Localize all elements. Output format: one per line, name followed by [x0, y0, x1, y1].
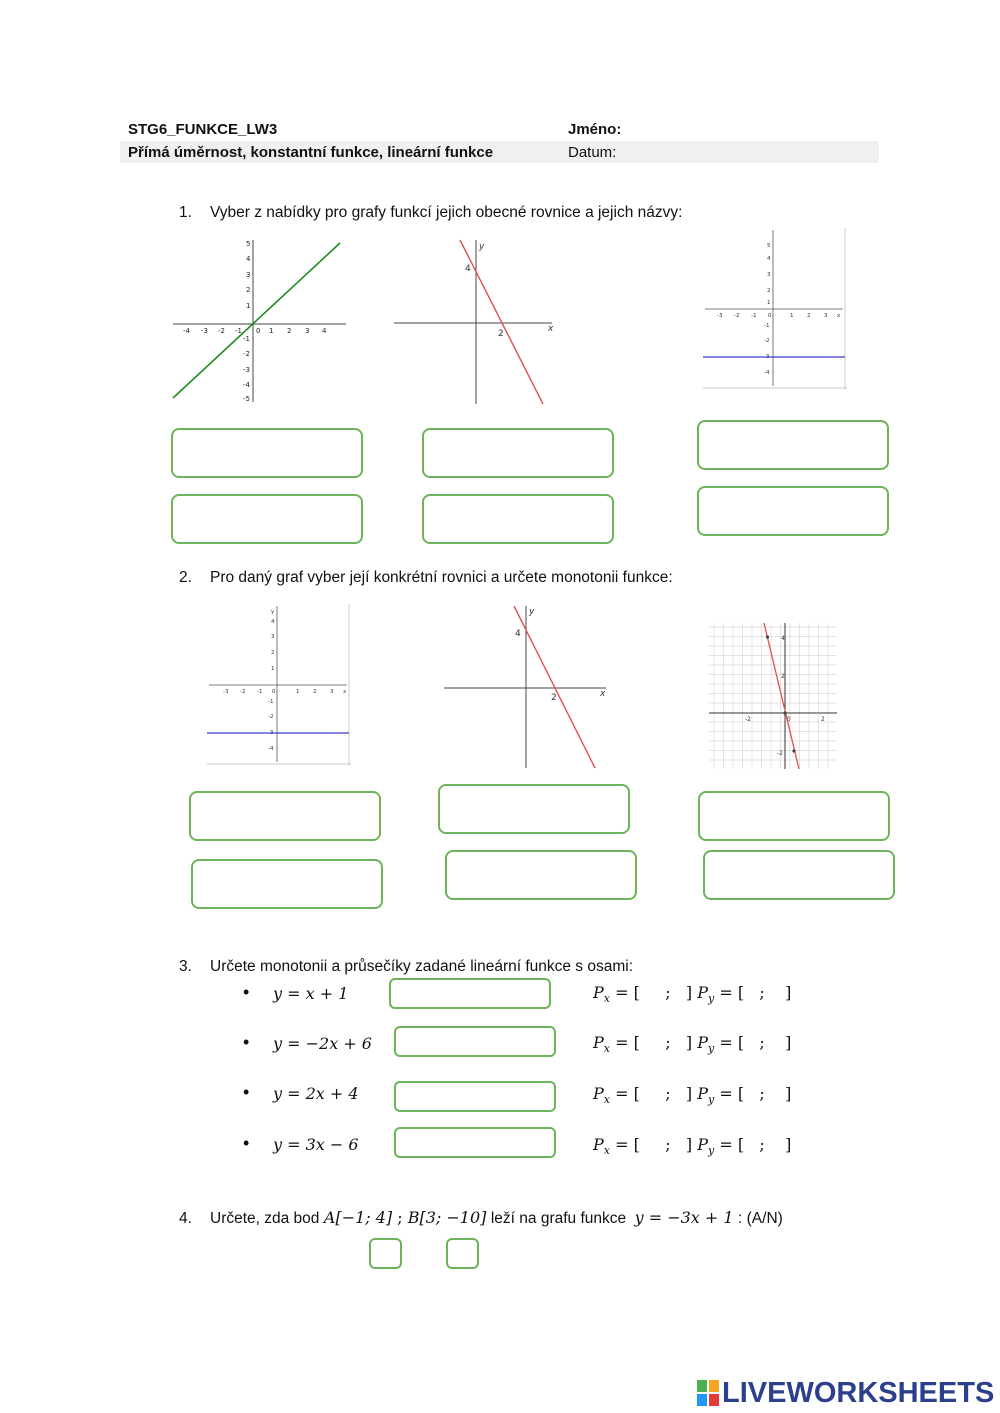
q2g1-xt-2: -1 — [257, 689, 263, 695]
q2g1-yt-0: y — [271, 609, 275, 615]
bracket-close: ] — [685, 1084, 693, 1103]
bracket-open: [ — [633, 983, 640, 1002]
q1g1-xt-3: -1 — [235, 327, 242, 335]
q2g3-yt-1: 2 — [781, 673, 785, 680]
px-sub: x — [603, 1093, 610, 1107]
liveworksheets-brand: LIVEWORKSHEETS — [722, 1377, 995, 1409]
py-sub: y — [708, 992, 715, 1006]
q1g1-yt-4: 1 — [246, 302, 251, 310]
q3-bullet-3: • — [243, 1082, 250, 1102]
q1g1-yt-7: -3 — [243, 366, 250, 374]
q1-graph-decreasing-line — [392, 238, 560, 406]
q1g1-xt-7: 3 — [305, 327, 310, 335]
bracket-close: ] — [785, 983, 792, 1002]
bracket-open: [ — [633, 1033, 640, 1052]
bracket-open: [ — [633, 1084, 640, 1103]
py-label: P — [697, 1033, 709, 1052]
q1g3-yt-2: 3 — [767, 272, 771, 278]
q1g3-xt-1: -2 — [734, 313, 740, 319]
q1g3-xt-5: 2 — [807, 313, 811, 319]
q1-graph-direct-proportion — [170, 238, 348, 404]
semicolon: ; — [665, 1084, 671, 1103]
q1g3-yt-8: -4 — [764, 370, 770, 376]
q4-separator: ; — [392, 1208, 408, 1227]
py-label: P — [697, 1084, 709, 1103]
bracket-close: ] — [785, 1033, 792, 1052]
q2-answer-box-2b[interactable] — [445, 850, 637, 900]
q2g1-xt-3: 0 — [272, 689, 276, 695]
q1g1-xt-5: 1 — [269, 327, 274, 335]
q3-monotony-box-1[interactable] — [389, 978, 551, 1009]
q1g3-yt-4: 1 — [767, 300, 771, 306]
px-label: P — [593, 1084, 604, 1103]
q3-monotony-box-3[interactable] — [394, 1081, 556, 1112]
q2g1-xt-4: 1 — [296, 689, 300, 695]
q1g2-axis-x: x — [548, 324, 554, 334]
q2g1-x-ticks — [223, 689, 347, 695]
bracket-open: [ — [737, 983, 745, 1002]
semicolon: ; — [759, 1033, 765, 1052]
worksheet-subtitle: Přímá úměrnost, konstantní funkce, lineární funkce — [128, 144, 494, 161]
q1-answer-box-2a[interactable] — [422, 428, 614, 478]
q1-answer-box-3a[interactable] — [697, 420, 889, 470]
q3-intercepts-row-4 — [593, 1135, 791, 1157]
py-sub: y — [708, 1093, 715, 1107]
q2g3-xt-1: 0 — [787, 716, 791, 723]
q3-equation-3: y = 2x + 4 — [273, 1084, 359, 1103]
q1g2-axis-y: y — [479, 242, 485, 252]
q2g1-xt-0: -3 — [223, 689, 229, 695]
px-label: P — [593, 983, 604, 1002]
q2g3-point-1 — [766, 635, 769, 638]
q3-intercepts-row-3 — [593, 1084, 791, 1106]
q2g1-xt-6: 3 — [330, 689, 334, 695]
q3-monotony-box-2[interactable] — [394, 1026, 556, 1057]
date-label: Datum: — [568, 144, 617, 161]
q3-monotony-box-4[interactable] — [394, 1127, 556, 1158]
q4-text-middle: leží na grafu funkce — [490, 1210, 627, 1227]
q2g1-xt-5: 2 — [313, 689, 317, 695]
eq-sign: = — [714, 983, 738, 1002]
q1g3-yt-5: -1 — [764, 323, 770, 329]
q1-number: 1. — [179, 204, 192, 221]
q4-answer-box-b[interactable] — [446, 1238, 479, 1269]
px-sub: x — [603, 992, 610, 1006]
q2g3-xt-0: -2 — [745, 716, 751, 723]
q1g1-xt-1: -3 — [201, 327, 208, 335]
bracket-close: ] — [685, 1033, 693, 1052]
q2g2-y-intercept: 4 — [515, 629, 521, 639]
q1g1-yt-0: 5 — [246, 240, 251, 248]
q2g3-yt-0: 4 — [781, 635, 785, 642]
semicolon: ; — [759, 1135, 765, 1154]
q2-graph-constant — [207, 604, 351, 766]
q1g3-yt-0: 5 — [767, 243, 771, 249]
px-sub: x — [603, 1042, 610, 1056]
q1g1-yt-8: -4 — [243, 381, 250, 389]
bracket-close: ] — [685, 1135, 693, 1154]
q1g3-yt-1: 4 — [767, 256, 771, 262]
q1-answer-box-3b[interactable] — [697, 486, 889, 536]
q2g1-yt-1: 4 — [271, 619, 275, 625]
bracket-close: ] — [785, 1084, 792, 1103]
liveworksheets-logo-icon — [697, 1380, 719, 1406]
name-label: Jméno: — [568, 121, 622, 138]
q2-text: Pro daný graf vyber její konkrétní rovnici a určete monotonii funkce: — [210, 569, 673, 586]
q1-answer-box-2b[interactable] — [422, 494, 614, 544]
q3-equation-1: y = x + 1 — [273, 984, 349, 1003]
q1-answer-box-1a[interactable] — [171, 428, 363, 478]
semicolon: ; — [665, 1135, 671, 1154]
q3-text: Určete monotonii a průsečíky zadané lineární funkce s osami: — [210, 958, 634, 975]
py-sub: y — [708, 1042, 715, 1056]
q1-graph-constant — [703, 228, 847, 390]
bracket-open: [ — [737, 1084, 745, 1103]
q2g1-yt-7: -3 — [268, 730, 274, 736]
px-label: P — [593, 1033, 604, 1052]
q3-equation-2: y = −2x + 6 — [273, 1034, 372, 1053]
q1g1-xt-2: -2 — [218, 327, 225, 335]
q3-intercepts-row-2 — [593, 1033, 791, 1055]
q3-intercepts-row-1 — [593, 983, 791, 1005]
q2g2-axis-y: y — [529, 607, 535, 617]
q2g1-yt-2: 3 — [271, 634, 275, 640]
q2g1-yt-6: -2 — [268, 714, 274, 720]
eq-sign: = — [714, 1033, 738, 1052]
q2-number: 2. — [179, 569, 192, 586]
q1g3-xt-2: -1 — [751, 313, 757, 319]
bracket-open: [ — [737, 1033, 745, 1052]
q2g3-point-2 — [783, 711, 786, 714]
q4-text-before: Určete, zda bod — [210, 1210, 320, 1227]
q1g3-yt-7: -3 — [764, 354, 770, 360]
q2g1-yt-5: -1 — [268, 699, 274, 705]
q2g3-xt-2: 2 — [821, 716, 825, 723]
q2g3-point-3 — [792, 749, 795, 752]
eq-sign: = — [609, 1084, 634, 1103]
eq-sign: = — [609, 1033, 634, 1052]
q1g3-xt-0: -3 — [717, 313, 723, 319]
py-label: P — [697, 1135, 709, 1154]
q2g1-yt-3: 2 — [271, 650, 275, 656]
q3-number: 3. — [179, 958, 192, 975]
q4-point-b: B[3; −10] — [407, 1208, 487, 1227]
bracket-open: [ — [737, 1135, 745, 1154]
q1g1-xt-4: 0 — [256, 327, 261, 335]
q1g1-yt-3: 2 — [246, 286, 251, 294]
q1g1-yt-1: 4 — [246, 255, 251, 263]
q3-equation-4: y = 3x − 6 — [273, 1135, 359, 1154]
q4-answer-box-a[interactable] — [369, 1238, 402, 1269]
q1-answer-box-1b[interactable] — [171, 494, 363, 544]
py-label: P — [697, 983, 709, 1002]
q2-answer-box-3b[interactable] — [703, 850, 895, 900]
q4-function: y = −3x + 1 — [634, 1208, 734, 1227]
q1g3-xt-7: x — [837, 313, 841, 319]
eq-sign: = — [714, 1084, 738, 1103]
q2-answer-box-2a[interactable] — [438, 784, 630, 834]
q2g1-yt-4: 1 — [271, 666, 275, 672]
q1g3-yt-3: 2 — [767, 288, 771, 294]
q1g3-yt-6: -2 — [764, 338, 770, 344]
semicolon: ; — [759, 983, 765, 1002]
q1g3-xt-3: 0 — [768, 313, 772, 319]
semicolon: ; — [665, 983, 671, 1002]
q1g1-xt-0: -4 — [183, 327, 190, 335]
py-sub: y — [708, 1144, 715, 1158]
q2g3-line — [764, 623, 799, 769]
q1g2-x-intercept: 2 — [498, 329, 504, 339]
bracket-open: [ — [633, 1135, 640, 1154]
q2-graph-gridded-line — [709, 623, 837, 769]
q2-answer-box-1a[interactable] — [189, 791, 381, 841]
q1g2-line — [460, 240, 543, 404]
px-label: P — [593, 1135, 604, 1154]
semicolon: ; — [665, 1033, 671, 1052]
q2g1-yt-8: -4 — [268, 746, 274, 752]
bracket-close: ] — [785, 1135, 792, 1154]
q1-text: Vyber z nabídky pro grafy funkcí jejich obecné rovnice a jejich názvy: — [210, 204, 683, 221]
q2g1-xt-1: -2 — [240, 689, 246, 695]
q3-bullet-4: • — [243, 1133, 250, 1153]
q2g1-y-ticks — [268, 609, 275, 752]
q2g3-yt-2: -2 — [777, 750, 783, 757]
q2-graph-decreasing-line — [442, 604, 610, 770]
q1g1-xt-8: 4 — [322, 327, 327, 335]
q1g1-y-ticks — [243, 240, 251, 403]
eq-sign: = — [609, 1135, 634, 1154]
px-sub: x — [603, 1144, 610, 1158]
q1g3-xt-4: 1 — [790, 313, 794, 319]
q1g1-line — [173, 243, 340, 398]
q1g1-x-ticks — [183, 327, 327, 335]
eq-sign: = — [609, 983, 634, 1002]
q1g1-xt-6: 2 — [287, 327, 292, 335]
q1g1-yt-2: 3 — [246, 271, 251, 279]
q2-answer-box-3a[interactable] — [698, 791, 890, 841]
q4-text-line — [210, 1208, 783, 1228]
q1g3-xt-6: 3 — [824, 313, 828, 319]
q4-number: 4. — [179, 1210, 192, 1227]
q2g2-axis-x: x — [600, 689, 606, 699]
bracket-close: ] — [685, 983, 693, 1002]
eq-sign: = — [714, 1135, 738, 1154]
q2g1-xt-7: x — [343, 689, 347, 695]
q1g1-yt-5: -1 — [243, 335, 250, 343]
q3-bullet-2: • — [243, 1032, 250, 1052]
q4-text-after: : (A/N) — [738, 1210, 783, 1227]
semicolon: ; — [759, 1084, 765, 1103]
q3-bullet-1: • — [243, 982, 250, 1002]
q2-answer-box-1b[interactable] — [191, 859, 383, 909]
q2g2-x-intercept: 2 — [551, 693, 557, 703]
q1g1-yt-9: -5 — [243, 395, 250, 403]
worksheet-code: STG6_FUNKCE_LW3 — [128, 121, 278, 138]
q4-point-a: A[−1; 4] — [323, 1208, 393, 1227]
q1g1-yt-6: -2 — [243, 350, 250, 358]
q1g2-y-intercept: 4 — [465, 264, 471, 274]
